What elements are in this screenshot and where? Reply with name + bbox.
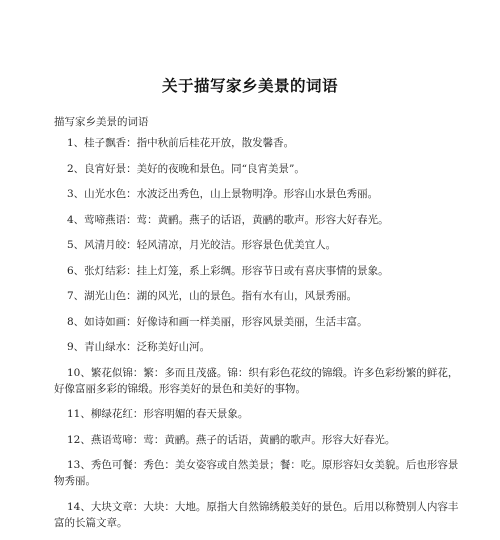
list-item: 2、良宵好景：美好的夜晚和景色。同“良宵美景”。 xyxy=(67,162,305,175)
document-subtitle: 描写家乡美景的词语 xyxy=(54,116,149,128)
list-item: 9、青山绿水：泛称美好山河。 xyxy=(67,341,211,353)
list-item: 11、柳绿花红：形容明媚的春天景象。 xyxy=(67,408,249,420)
list-item: 8、如诗如画：好像诗和画一样美丽，形容风景美丽，生活丰富。 xyxy=(67,315,368,328)
list-item: 4、莺啼燕语：莺：黄鹂。燕子的话语，黄鹂的歌声。形容大好春光。 xyxy=(67,213,389,226)
list-item: 1、桂子飘香：指中秋前后桂花开放，散发馨香。 xyxy=(67,137,295,149)
list-item: 12、燕语莺啼：莺：黄鹂。燕子的话语，黄鹂的歌声。形容大好春光。 xyxy=(67,433,396,446)
vocabulary-list xyxy=(54,135,459,540)
list-item: 14、大块文章：大块：大地。原指大自然锦绣般美好的景色。后用以称赞别人内容丰富的长篇文章。 xyxy=(54,500,459,529)
list-item: 13、秀色可餐：秀色：美女姿容或自然美景；餐：吃。原形容妇女美貌。后也形容景物秀丽。 xyxy=(54,459,459,487)
list-item: 7、湖光山色：湖的风光，山的景色。指有水有山，风景秀丽。 xyxy=(67,290,358,302)
list-item: 6、张灯结彩：挂上灯笼，系上彩绸。形容节日或有喜庆事情的景象。 xyxy=(67,264,389,277)
document-title: 关于描写家乡美景的词语 xyxy=(161,76,338,95)
list-item: 10、繁花似锦：繁：多而且茂盛。锦：织有彩色花纹的锦缎。许多色彩纷繁的鲜花，好像富丽多彩的锦缎。形容美好的景色和美好的事物。 xyxy=(54,366,459,395)
list-item: 3、山光水色：水波泛出秀色，山上景物明净。形容山水景色秀丽。 xyxy=(67,188,379,200)
list-item: 5、风清月皎：轻风清凉，月光皎洁。形容景色优美宜人。 xyxy=(67,239,337,251)
